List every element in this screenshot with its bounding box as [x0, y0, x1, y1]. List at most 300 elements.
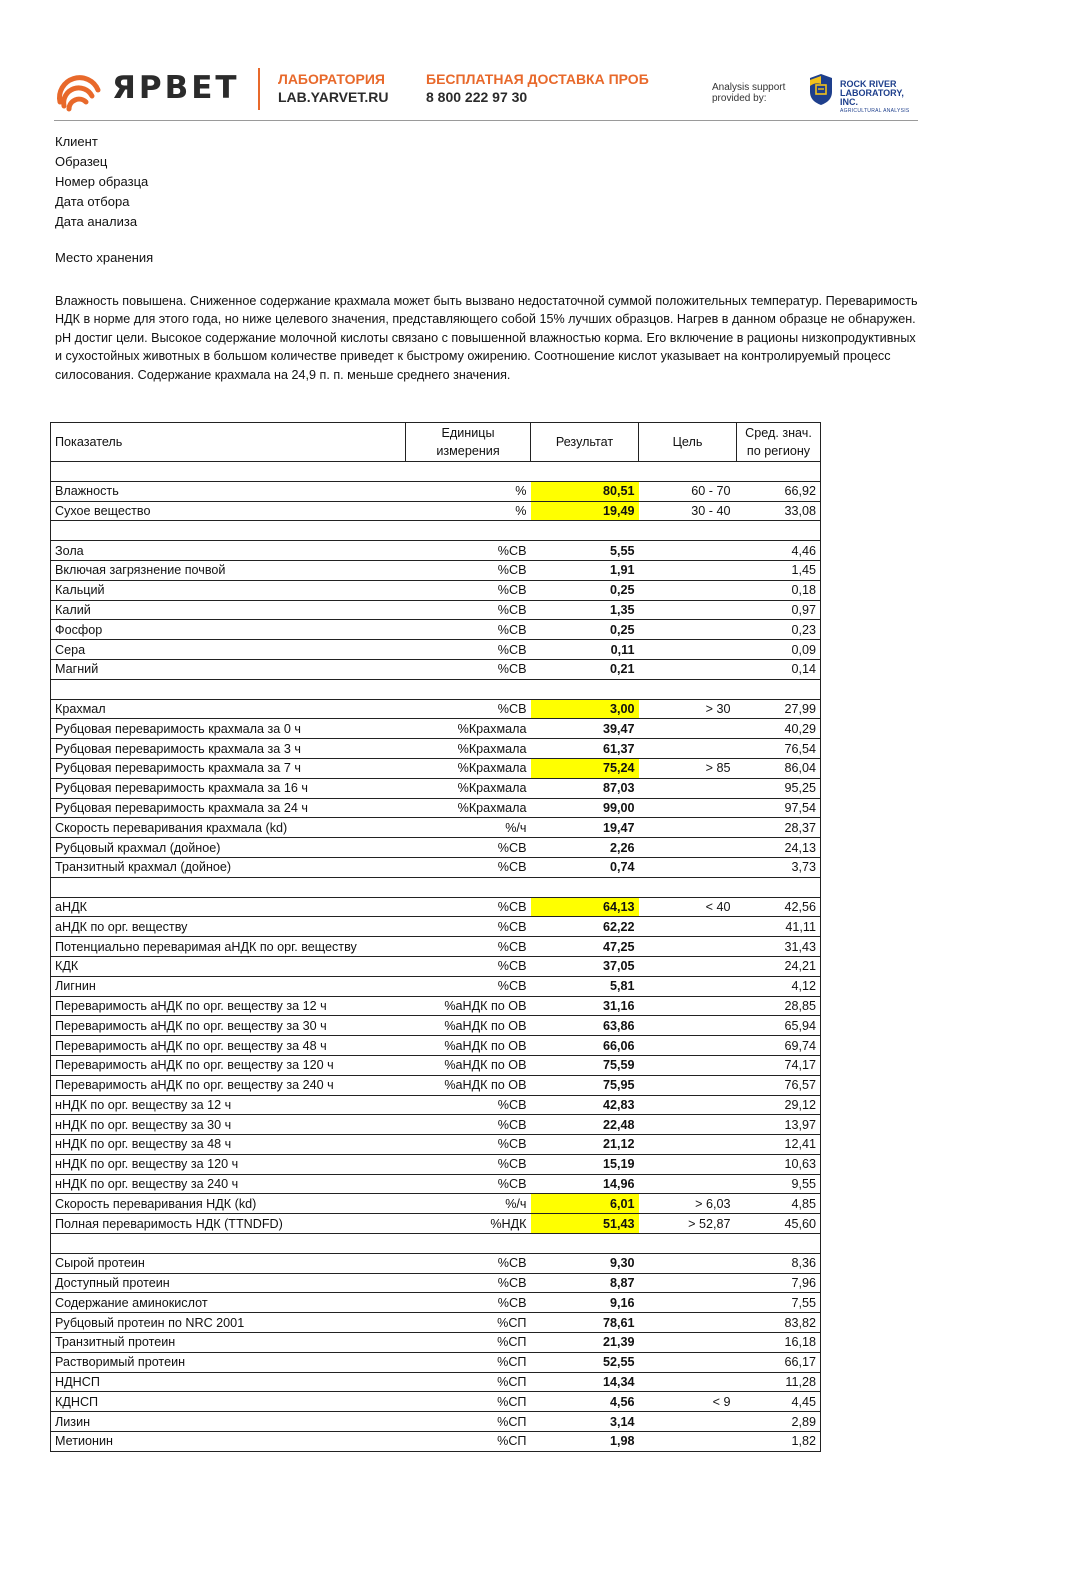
row-goal	[639, 1313, 737, 1333]
lab-block	[278, 70, 388, 106]
table-row	[51, 1154, 821, 1174]
row-goal: 30 - 40	[639, 501, 737, 521]
row-result: 22,48	[531, 1115, 639, 1135]
row-goal	[639, 1095, 737, 1115]
row-name: Рубцовая переваримость крахмала за 24 ч	[51, 798, 406, 818]
row-avg: 0,97	[737, 600, 821, 620]
sample-number-label: Номер образца	[55, 174, 149, 189]
table-row	[51, 818, 821, 838]
row-avg: 3,73	[737, 857, 821, 877]
header-result: Результат	[531, 423, 639, 462]
row-avg: 66,17	[737, 1352, 821, 1372]
row-goal: < 40	[639, 897, 737, 917]
row-unit: %СВ	[406, 1095, 531, 1115]
row-name: Транзитный крахмал (дойное)	[51, 857, 406, 877]
table-row	[51, 956, 821, 976]
row-result: 80,51	[531, 481, 639, 501]
row-result: 15,19	[531, 1154, 639, 1174]
row-goal	[639, 1115, 737, 1135]
rock-river-logo-icon	[806, 72, 836, 106]
row-goal	[639, 1293, 737, 1313]
row-avg: 10,63	[737, 1154, 821, 1174]
row-goal	[639, 956, 737, 976]
row-goal: > 6,03	[639, 1194, 737, 1214]
row-result: 62,22	[531, 917, 639, 937]
row-name: НДНСП	[51, 1372, 406, 1392]
section-spacer	[51, 1234, 821, 1254]
row-avg: 86,04	[737, 758, 821, 778]
table-row	[51, 857, 821, 877]
row-avg: 40,29	[737, 719, 821, 739]
row-avg: 11,28	[737, 1372, 821, 1392]
row-unit: %Крахмала	[406, 798, 531, 818]
header-rule	[54, 120, 918, 121]
row-unit: %СВ	[406, 1253, 531, 1273]
row-avg: 7,55	[737, 1293, 821, 1313]
table-row	[51, 798, 821, 818]
storage-label: Место хранения	[55, 250, 154, 265]
table-row	[51, 739, 821, 759]
row-goal	[639, 778, 737, 798]
table-row	[51, 481, 821, 501]
row-avg: 16,18	[737, 1333, 821, 1353]
row-goal	[639, 1432, 737, 1452]
row-goal	[639, 798, 737, 818]
report-header	[54, 64, 918, 120]
row-name: Рубцовая переваримость крахмала за 7 ч	[51, 758, 406, 778]
row-name: Потенциально переваримая аНДК по орг. веществу	[51, 937, 406, 957]
row-avg: 0,09	[737, 640, 821, 660]
row-goal	[639, 1055, 737, 1075]
row-unit: %СВ	[406, 699, 531, 719]
row-unit: %СВ	[406, 1135, 531, 1155]
row-unit: %СВ	[406, 937, 531, 957]
row-unit: %/ч	[406, 1194, 531, 1214]
row-result: 19,49	[531, 501, 639, 521]
row-result: 3,14	[531, 1412, 639, 1432]
row-name: Зола	[51, 541, 406, 561]
table-row	[51, 1372, 821, 1392]
row-name: Метионин	[51, 1432, 406, 1452]
row-unit: %/ч	[406, 818, 531, 838]
row-goal	[639, 1075, 737, 1095]
row-result: 3,00	[531, 699, 639, 719]
row-name: Сера	[51, 640, 406, 660]
row-result: 39,47	[531, 719, 639, 739]
row-result: 1,98	[531, 1432, 639, 1452]
row-result: 37,05	[531, 956, 639, 976]
row-name: Рубцовый протеин по NRC 2001	[51, 1313, 406, 1333]
row-result: 87,03	[531, 778, 639, 798]
table-row	[51, 976, 821, 996]
row-result: 0,25	[531, 580, 639, 600]
row-goal	[639, 541, 737, 561]
row-unit: %	[406, 501, 531, 521]
row-result: 66,06	[531, 1036, 639, 1056]
row-avg: 74,17	[737, 1055, 821, 1075]
row-avg: 4,85	[737, 1194, 821, 1214]
row-name: Рубцовая переваримость крахмала за 16 ч	[51, 778, 406, 798]
row-avg: 66,92	[737, 481, 821, 501]
row-goal	[639, 1372, 737, 1392]
row-unit: %СВ	[406, 1154, 531, 1174]
client-label: Клиент	[55, 134, 98, 149]
table-row	[51, 1293, 821, 1313]
table-row	[51, 1253, 821, 1273]
table-row	[51, 640, 821, 660]
row-goal	[639, 1352, 737, 1372]
row-unit: %СВ	[406, 857, 531, 877]
row-result: 5,81	[531, 976, 639, 996]
row-result: 19,47	[531, 818, 639, 838]
table-row	[51, 917, 821, 937]
table-row	[51, 937, 821, 957]
row-goal	[639, 1154, 737, 1174]
row-unit: %аНДК по ОВ	[406, 1055, 531, 1075]
header-unit	[406, 423, 531, 462]
row-goal	[639, 996, 737, 1016]
row-goal: < 9	[639, 1392, 737, 1412]
row-name: нНДК по орг. веществу за 30 ч	[51, 1115, 406, 1135]
table-row	[51, 620, 821, 640]
row-name: Скорость переваривания НДК (kd)	[51, 1194, 406, 1214]
row-result: 61,37	[531, 739, 639, 759]
row-name: Лизин	[51, 1412, 406, 1432]
row-result: 6,01	[531, 1194, 639, 1214]
sampling-date-label: Дата отбора	[55, 194, 130, 209]
row-goal	[639, 838, 737, 858]
table-row	[51, 719, 821, 739]
row-goal	[639, 1036, 737, 1056]
table-row	[51, 1075, 821, 1095]
row-unit: %СВ	[406, 541, 531, 561]
row-name: Сырой протеин	[51, 1253, 406, 1273]
row-goal	[639, 917, 737, 937]
support-note	[712, 82, 785, 104]
row-avg: 0,14	[737, 659, 821, 679]
header-unit-line-2: измерения	[436, 444, 500, 458]
table-row	[51, 659, 821, 679]
row-avg: 31,43	[737, 937, 821, 957]
row-avg: 29,12	[737, 1095, 821, 1115]
table-row	[51, 1055, 821, 1075]
row-goal	[639, 1253, 737, 1273]
row-name: Переваримость аНДК по орг. веществу за 48 ч	[51, 1036, 406, 1056]
row-name: нНДК по орг. веществу за 48 ч	[51, 1135, 406, 1155]
row-goal	[639, 739, 737, 759]
table-row	[51, 541, 821, 561]
section-spacer	[51, 462, 821, 482]
row-avg: 8,36	[737, 1253, 821, 1273]
table-header-row	[51, 423, 821, 462]
row-name: Доступный протеин	[51, 1273, 406, 1293]
row-avg: 28,85	[737, 996, 821, 1016]
row-result: 75,59	[531, 1055, 639, 1075]
table-row	[51, 1273, 821, 1293]
row-result: 9,30	[531, 1253, 639, 1273]
results-table	[50, 422, 821, 1452]
brand-name: ЯРВЕТ	[112, 70, 240, 106]
row-avg: 12,41	[737, 1135, 821, 1155]
row-avg: 4,12	[737, 976, 821, 996]
support-line-2: provided by:	[712, 93, 767, 104]
delivery-block	[426, 70, 649, 106]
row-result: 63,86	[531, 1016, 639, 1036]
delivery-title: БЕСПЛАТНАЯ ДОСТАВКА ПРОБ	[426, 71, 649, 87]
yarvet-logo-icon	[54, 68, 104, 112]
row-unit: %СВ	[406, 580, 531, 600]
row-name: Переваримость аНДК по орг. веществу за 30 ч	[51, 1016, 406, 1036]
row-result: 42,83	[531, 1095, 639, 1115]
table-row	[51, 560, 821, 580]
row-result: 78,61	[531, 1313, 639, 1333]
row-avg: 24,21	[737, 956, 821, 976]
table-row	[51, 1174, 821, 1194]
row-goal	[639, 620, 737, 640]
row-unit: %СП	[406, 1352, 531, 1372]
row-goal	[639, 1333, 737, 1353]
lab-title: ЛАБОРАТОРИЯ	[278, 71, 385, 87]
row-goal	[639, 857, 737, 877]
table-row	[51, 501, 821, 521]
row-unit: %СП	[406, 1333, 531, 1353]
row-result: 0,74	[531, 857, 639, 877]
table-row	[51, 1313, 821, 1333]
row-result: 1,35	[531, 600, 639, 620]
row-name: КДК	[51, 956, 406, 976]
row-avg: 83,82	[737, 1313, 821, 1333]
row-unit: %аНДК по ОВ	[406, 1036, 531, 1056]
row-goal	[639, 719, 737, 739]
row-unit: %аНДК по ОВ	[406, 996, 531, 1016]
row-result: 14,96	[531, 1174, 639, 1194]
row-goal: > 85	[639, 758, 737, 778]
row-goal	[639, 1135, 737, 1155]
row-name: аНДК по орг. веществу	[51, 917, 406, 937]
row-avg: 0,18	[737, 580, 821, 600]
row-avg: 1,45	[737, 560, 821, 580]
row-unit: %СВ	[406, 1115, 531, 1135]
row-avg: 42,56	[737, 897, 821, 917]
row-name: Включая загрязнение почвой	[51, 560, 406, 580]
row-unit: %СВ	[406, 1174, 531, 1194]
row-avg: 95,25	[737, 778, 821, 798]
row-goal	[639, 1412, 737, 1432]
row-avg: 33,08	[737, 501, 821, 521]
row-unit: %СВ	[406, 1273, 531, 1293]
table-row	[51, 1135, 821, 1155]
row-name: Сухое вещество	[51, 501, 406, 521]
table-row	[51, 1115, 821, 1135]
row-name: Скорость переваривания крахмала (kd)	[51, 818, 406, 838]
header-avg-line-2: по региону	[746, 444, 811, 458]
row-result: 9,16	[531, 1293, 639, 1313]
row-name: аНДК	[51, 897, 406, 917]
row-name: нНДК по орг. веществу за 12 ч	[51, 1095, 406, 1115]
row-unit: %СВ	[406, 838, 531, 858]
row-unit: %аНДК по ОВ	[406, 1075, 531, 1095]
table-row	[51, 1095, 821, 1115]
row-avg: 0,23	[737, 620, 821, 640]
row-goal	[639, 976, 737, 996]
row-result: 51,43	[531, 1214, 639, 1234]
row-unit: %СВ	[406, 956, 531, 976]
row-goal	[639, 1016, 737, 1036]
row-avg: 28,37	[737, 818, 821, 838]
row-name: Влажность	[51, 481, 406, 501]
row-name: КДНСП	[51, 1392, 406, 1412]
row-result: 21,39	[531, 1333, 639, 1353]
row-unit: %СП	[406, 1392, 531, 1412]
row-goal: 60 - 70	[639, 481, 737, 501]
row-name: Транзитный протеин	[51, 1333, 406, 1353]
row-result: 2,26	[531, 838, 639, 858]
section-spacer	[51, 679, 821, 699]
row-avg: 97,54	[737, 798, 821, 818]
partner-name	[840, 80, 918, 116]
header-unit-line-1: Единицы	[441, 426, 495, 440]
row-result: 8,87	[531, 1273, 639, 1293]
row-name: Содержание аминокислот	[51, 1293, 406, 1313]
row-goal	[639, 818, 737, 838]
row-avg: 27,99	[737, 699, 821, 719]
table-row	[51, 996, 821, 1016]
row-name: Кальций	[51, 580, 406, 600]
row-unit: %СВ	[406, 640, 531, 660]
row-result: 14,34	[531, 1372, 639, 1392]
row-name: Рубцовая переваримость крахмала за 0 ч	[51, 719, 406, 739]
row-goal: > 52,87	[639, 1214, 737, 1234]
table-row	[51, 1194, 821, 1214]
header-avg	[737, 423, 821, 462]
table-row	[51, 580, 821, 600]
row-name: Переваримость аНДК по орг. веществу за 12 ч	[51, 996, 406, 1016]
row-goal	[639, 937, 737, 957]
row-avg: 41,11	[737, 917, 821, 937]
row-result: 0,21	[531, 659, 639, 679]
row-unit: %Крахмала	[406, 719, 531, 739]
row-goal: > 30	[639, 699, 737, 719]
row-name: Лигнин	[51, 976, 406, 996]
row-name: Крахмал	[51, 699, 406, 719]
row-name: Растворимый протеин	[51, 1352, 406, 1372]
row-name: Калий	[51, 600, 406, 620]
row-result: 47,25	[531, 937, 639, 957]
row-avg: 1,82	[737, 1432, 821, 1452]
row-avg: 24,13	[737, 838, 821, 858]
row-avg: 4,46	[737, 541, 821, 561]
row-avg: 7,96	[737, 1273, 821, 1293]
sample-info	[55, 132, 148, 232]
row-goal	[639, 1174, 737, 1194]
row-unit: %СВ	[406, 620, 531, 640]
header-goal: Цель	[639, 423, 737, 462]
summary-text: Влажность повышена. Сниженное содержание крахмала может быть вызвано недостаточной суммой положительных температур. Переваримость НДК в норме для этого года, но ниже целевого значения, представляющего собой 15% лучших образцов. Нагрев в данном образце не обнаружен. pH достиг цели. Высокое содержание молочной кислоты связано с повышенной влажностью корма. Его включение в рационы низкопродуктивных и сухостойных животных в большом количестве приведет к быстрому ожирению. Соотношение кислот указывает на контролируемый процесс силосования. Содержание крахмала на 24,9 п. п. меньше среднего значения.	[55, 294, 918, 382]
row-goal	[639, 640, 737, 660]
row-name: Полная переваримость НДК (TTNDFD)	[51, 1214, 406, 1234]
table-row	[51, 838, 821, 858]
row-name: Переваримость аНДК по орг. веществу за 240 ч	[51, 1075, 406, 1095]
row-name: Фосфор	[51, 620, 406, 640]
row-result: 99,00	[531, 798, 639, 818]
row-unit: %СВ	[406, 600, 531, 620]
table-row	[51, 699, 821, 719]
row-avg: 65,94	[737, 1016, 821, 1036]
row-unit: %СВ	[406, 897, 531, 917]
row-unit: %СВ	[406, 659, 531, 679]
header-avg-line-1: Сред. знач.	[745, 426, 812, 440]
row-unit: %СП	[406, 1372, 531, 1392]
row-avg: 13,97	[737, 1115, 821, 1135]
section-spacer	[51, 877, 821, 897]
row-unit: %аНДК по ОВ	[406, 1016, 531, 1036]
row-unit: %СП	[406, 1412, 531, 1432]
row-unit: %СП	[406, 1313, 531, 1333]
row-result: 75,24	[531, 758, 639, 778]
table-row	[51, 1036, 821, 1056]
row-unit: %Крахмала	[406, 758, 531, 778]
row-unit: %СВ	[406, 917, 531, 937]
header-name: Показатель	[51, 423, 406, 462]
row-unit: %СВ	[406, 976, 531, 996]
row-result: 1,91	[531, 560, 639, 580]
row-avg: 69,74	[737, 1036, 821, 1056]
row-goal	[639, 1273, 737, 1293]
lab-site-link[interactable]: LAB.YARVET.RU	[278, 89, 389, 105]
row-unit: %Крахмала	[406, 739, 531, 759]
row-name: Рубцовая переваримость крахмала за 3 ч	[51, 739, 406, 759]
row-unit: %Крахмала	[406, 778, 531, 798]
row-result: 64,13	[531, 897, 639, 917]
table-row	[51, 758, 821, 778]
row-result: 5,55	[531, 541, 639, 561]
row-avg: 9,55	[737, 1174, 821, 1194]
partner-line-2: LABORATORY, INC.	[840, 88, 904, 107]
row-result: 31,16	[531, 996, 639, 1016]
row-name: Магний	[51, 659, 406, 679]
partner-line-1: ROCK RIVER	[840, 79, 897, 89]
row-avg: 4,45	[737, 1392, 821, 1412]
row-unit: %СП	[406, 1432, 531, 1452]
row-name: нНДК по орг. веществу за 240 ч	[51, 1174, 406, 1194]
table-row	[51, 1333, 821, 1353]
table-row	[51, 897, 821, 917]
row-result: 75,95	[531, 1075, 639, 1095]
row-avg: 76,54	[737, 739, 821, 759]
row-name: нНДК по орг. веществу за 120 ч	[51, 1154, 406, 1174]
row-result: 21,12	[531, 1135, 639, 1155]
table-row	[51, 600, 821, 620]
row-unit: %НДК	[406, 1214, 531, 1234]
row-avg: 76,57	[737, 1075, 821, 1095]
header-divider	[258, 68, 260, 110]
support-line-1: Analysis support	[712, 82, 786, 93]
table-row	[51, 1432, 821, 1452]
row-result: 0,25	[531, 620, 639, 640]
table-row	[51, 778, 821, 798]
row-goal	[639, 560, 737, 580]
delivery-phone[interactable]: 8 800 222 97 30	[426, 89, 528, 105]
table-row	[51, 1392, 821, 1412]
row-goal	[639, 659, 737, 679]
row-name: Рубцовый крахмал (дойное)	[51, 838, 406, 858]
section-spacer	[51, 521, 821, 541]
table-row	[51, 1352, 821, 1372]
sample-label: Образец	[55, 154, 108, 169]
row-unit: %СВ	[406, 1293, 531, 1313]
table-row	[51, 1214, 821, 1234]
row-unit: %СВ	[406, 560, 531, 580]
